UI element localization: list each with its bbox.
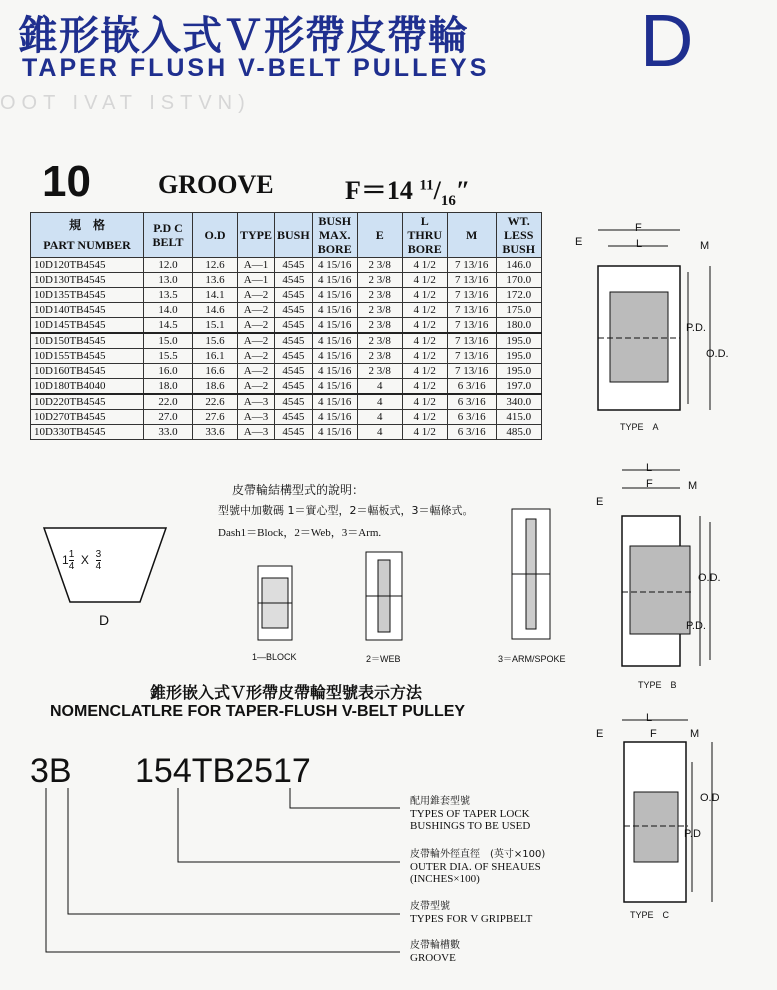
- cell-part: 10D130TB4545: [31, 273, 144, 288]
- code-diameter-bushing: 154TB2517: [135, 752, 311, 790]
- cell-m: 7 13/16: [447, 273, 496, 288]
- cell-bush: 4545: [275, 425, 313, 440]
- cell-type: A—2: [238, 303, 275, 318]
- cell-bore: 4 15/16: [312, 318, 357, 334]
- leader-diameter: [178, 788, 400, 862]
- cell-wt: 170.0: [496, 273, 541, 288]
- col-od: O.D: [193, 213, 238, 258]
- cell-e: 4: [357, 379, 402, 395]
- leader-belt-type: [68, 788, 400, 914]
- spec-table-body: [31, 258, 542, 440]
- cell-bush: 4545: [275, 303, 313, 318]
- cell-pd: 12.0: [144, 258, 193, 273]
- cell-m: 7 13/16: [447, 288, 496, 303]
- type-a-dim-l: L: [636, 238, 643, 250]
- cell-pd: 16.0: [144, 364, 193, 379]
- formula-numerator: 11: [419, 177, 434, 194]
- table-row: [31, 349, 542, 364]
- cell-bore: 4 15/16: [312, 258, 357, 273]
- table-header-row: [31, 213, 542, 258]
- cell-m: 7 13/16: [447, 318, 496, 334]
- web-pulley-diagram: [362, 548, 406, 644]
- cell-l: 4 1/2: [402, 410, 447, 425]
- cell-wt: 172.0: [496, 288, 541, 303]
- cell-od: 15.6: [193, 333, 238, 349]
- cell-l: 4 1/2: [402, 273, 447, 288]
- table-row: [31, 379, 542, 395]
- groove-count: 10: [42, 157, 91, 206]
- cell-pd: 14.5: [144, 318, 193, 334]
- type-b-dim-od: O.D.: [698, 572, 721, 584]
- cell-type: A—2: [238, 318, 275, 334]
- cell-od: 22.6: [193, 394, 238, 410]
- type-c-hub: [634, 792, 678, 862]
- belt-width-int: 1: [62, 553, 69, 568]
- cell-bore: 4 15/16: [312, 364, 357, 379]
- cell-part: 10D270TB4545: [31, 410, 144, 425]
- cell-od: 18.6: [193, 379, 238, 395]
- table-row: [31, 303, 542, 318]
- cell-l: 4 1/2: [402, 349, 447, 364]
- col-type: TYPE: [238, 213, 275, 258]
- type-a-diagram: [580, 222, 730, 422]
- cell-l: 4 1/2: [402, 379, 447, 395]
- type-c-dim-pd: P.D: [684, 828, 701, 840]
- table-row: [31, 394, 542, 410]
- label-groove-en: GROOVE: [410, 952, 456, 964]
- cell-e: 2 3/8: [357, 273, 402, 288]
- col-bush: BUSH: [275, 213, 313, 258]
- cell-type: A—2: [238, 288, 275, 303]
- label-belt-type-en: TYPES FOR V GRIPBELT: [410, 913, 533, 925]
- table-row: [31, 258, 542, 273]
- cell-bore: 4 15/16: [312, 410, 357, 425]
- type-b-hub: [630, 546, 690, 634]
- cell-l: 4 1/2: [402, 288, 447, 303]
- cell-type: A—2: [238, 379, 275, 395]
- type-a-label: TYPE A: [620, 422, 659, 432]
- cell-od: 14.1: [193, 288, 238, 303]
- cell-part: 10D120TB4545: [31, 258, 144, 273]
- cell-bore: 4 15/16: [312, 425, 357, 440]
- table-row: [31, 410, 542, 425]
- cell-e: 2 3/8: [357, 303, 402, 318]
- type-a-dim-f: F: [635, 222, 642, 234]
- type-c-dim-l: L: [646, 712, 653, 724]
- cell-m: 7 13/16: [447, 364, 496, 379]
- nomenclature-leader-lines: [0, 780, 420, 960]
- cell-type: A—2: [238, 333, 275, 349]
- cell-bore: 4 15/16: [312, 333, 357, 349]
- belt-times: X: [80, 553, 89, 568]
- block-label: 1—BLOCK: [252, 652, 297, 662]
- cell-m: 7 13/16: [447, 333, 496, 349]
- type-b-dim-m: M: [688, 480, 698, 492]
- cell-wt: 195.0: [496, 364, 541, 379]
- type-c-diagram: [600, 712, 750, 912]
- type-a-dim-od: O.D.: [706, 348, 729, 360]
- table-row: [31, 273, 542, 288]
- label-groove: [410, 940, 460, 964]
- cell-m: 6 3/16: [447, 394, 496, 410]
- code-groove-belt: 3B: [30, 752, 72, 790]
- label-diameter-cn: 皮帶輪外徑直徑 (英寸×100): [410, 849, 546, 860]
- col-bush-max-bore: BUSH MAX. BORE: [312, 213, 357, 258]
- cell-type: A—3: [238, 394, 275, 410]
- col-e: E: [357, 213, 402, 258]
- arm-pulley-diagram: [508, 505, 554, 643]
- cell-e: 2 3/8: [357, 349, 402, 364]
- cell-pd: 33.0: [144, 425, 193, 440]
- belt-dimension: [62, 549, 101, 573]
- cell-bore: 4 15/16: [312, 394, 357, 410]
- belt-width-den: 4: [68, 561, 75, 572]
- leader-bushing: [290, 788, 400, 808]
- type-a-hub: [610, 292, 668, 382]
- cell-wt: 146.0: [496, 258, 541, 273]
- cell-part: 10D220TB4545: [31, 394, 144, 410]
- type-b-dim-l: L: [646, 462, 653, 474]
- cell-bore: 4 15/16: [312, 303, 357, 318]
- cell-pd: 22.0: [144, 394, 193, 410]
- cell-part: 10D145TB4545: [31, 318, 144, 334]
- col-part-number: [31, 213, 144, 258]
- cell-bore: 4 15/16: [312, 273, 357, 288]
- cell-pd: 18.0: [144, 379, 193, 395]
- cell-bush: 4545: [275, 379, 313, 395]
- web-label: 2＝WEB: [366, 654, 401, 664]
- type-b-label: TYPE B: [638, 680, 677, 690]
- cell-od: 14.6: [193, 303, 238, 318]
- cell-pd: 14.0: [144, 303, 193, 318]
- label-bushing-en1: TYPES OF TAPER LOCK: [410, 808, 530, 820]
- structure-note-cn-detail: 型號中加數碼 1＝實心型，2＝輻板式，3＝輻條式。: [218, 504, 474, 517]
- cell-bush: 4545: [275, 364, 313, 379]
- nomenclature-title-en: NOMENCLATLRE FOR TAPER-FLUSH V-BELT PULLEY: [50, 703, 466, 720]
- cell-m: 7 13/16: [447, 349, 496, 364]
- structure-note-cn: 皮帶輪結構型式的說明：: [232, 483, 365, 497]
- page-title-english: TAPER FLUSH V-BELT PULLEYS: [22, 54, 490, 82]
- cell-type: A—1: [238, 258, 275, 273]
- cell-bore: 4 15/16: [312, 349, 357, 364]
- cell-l: 4 1/2: [402, 318, 447, 334]
- cell-wt: 175.0: [496, 303, 541, 318]
- leader-groove: [46, 788, 400, 952]
- type-b-dim-pd: P.D.: [686, 620, 706, 632]
- section-letter: D: [640, 0, 694, 82]
- cell-wt: 197.0: [496, 379, 541, 395]
- cell-e: 2 3/8: [357, 364, 402, 379]
- type-c-dim-e: E: [596, 728, 604, 740]
- cell-e: 2 3/8: [357, 333, 402, 349]
- structure-note-en: Dash1＝Block，2＝Web，3＝Arm.: [218, 527, 382, 539]
- cell-m: 6 3/16: [447, 379, 496, 395]
- cell-bush: 4545: [275, 318, 313, 334]
- cell-bush: 4545: [275, 394, 313, 410]
- label-belt-type: [410, 901, 532, 925]
- cell-part: 10D330TB4545: [31, 425, 144, 440]
- col-pd: P.D C BELT: [144, 213, 193, 258]
- table-row: [31, 318, 542, 334]
- cell-pd: 27.0: [144, 410, 193, 425]
- cell-od: 12.6: [193, 258, 238, 273]
- type-c-label: TYPE C: [630, 910, 670, 920]
- cell-pd: 15.5: [144, 349, 193, 364]
- cell-type: A—3: [238, 410, 275, 425]
- cell-wt: 415.0: [496, 410, 541, 425]
- table-row: [31, 425, 542, 440]
- cell-e: 4: [357, 410, 402, 425]
- cell-part: 10D160TB4545: [31, 364, 144, 379]
- belt-section-label: D: [99, 612, 110, 628]
- cell-bush: 4545: [275, 349, 313, 364]
- cell-m: 7 13/16: [447, 258, 496, 273]
- belt-width-num: 1: [68, 549, 75, 560]
- col-part-en: PART NUMBER: [43, 238, 131, 252]
- cell-type: A—2: [238, 364, 275, 379]
- cell-type: A—1: [238, 273, 275, 288]
- cell-part: 10D150TB4545: [31, 333, 144, 349]
- label-diameter: [410, 849, 545, 885]
- type-c-dim-f: F: [650, 728, 657, 740]
- cell-l: 4 1/2: [402, 364, 447, 379]
- cell-e: 2 3/8: [357, 318, 402, 334]
- label-bushing: [410, 796, 530, 832]
- cell-wt: 180.0: [496, 318, 541, 334]
- cell-pd: 13.5: [144, 288, 193, 303]
- bleed-through-text: OOT IVAT ISTVN): [0, 92, 251, 114]
- type-a-dim-pd: P.D.: [686, 322, 706, 334]
- groove-label: GROOVE: [158, 170, 274, 199]
- cell-m: 6 3/16: [447, 410, 496, 425]
- nomenclature-title-cn: 錐形嵌入式Ｖ形帶皮帶輪型號表示方法: [150, 683, 423, 702]
- cell-od: 33.6: [193, 425, 238, 440]
- cell-od: 16.1: [193, 349, 238, 364]
- cell-m: 6 3/16: [447, 425, 496, 440]
- type-a-dim-m: M: [700, 240, 710, 252]
- table-row: [31, 364, 542, 379]
- type-b-diagram: [600, 462, 750, 672]
- cell-od: 16.6: [193, 364, 238, 379]
- cell-e: 4: [357, 425, 402, 440]
- label-bushing-en2: BUSHINGS TO BE USED: [410, 820, 531, 832]
- cell-od: 15.1: [193, 318, 238, 334]
- cell-m: 7 13/16: [447, 303, 496, 318]
- formula-prefix: F＝14: [345, 176, 413, 205]
- cell-pd: 15.0: [144, 333, 193, 349]
- face-width-formula: F＝14 $^{11}/_{16}''$: [345, 176, 471, 210]
- cell-l: 4 1/2: [402, 333, 447, 349]
- label-belt-type-cn: 皮帶型號: [410, 901, 450, 912]
- type-b-dim-f: F: [646, 478, 653, 490]
- page-title-chinese: 錐形嵌入式Ｖ形帶皮帶輪: [18, 13, 469, 59]
- col-l-thru-bore: L THRU BORE: [402, 213, 447, 258]
- label-bushing-cn: 配用錐套型號: [410, 796, 470, 807]
- type-b-dim-e: E: [596, 496, 604, 508]
- type-c-dim-od: O.D: [700, 792, 720, 804]
- cell-part: 10D140TB4545: [31, 303, 144, 318]
- cell-bush: 4545: [275, 410, 313, 425]
- cell-od: 27.6: [193, 410, 238, 425]
- cell-bush: 4545: [275, 258, 313, 273]
- cell-pd: 13.0: [144, 273, 193, 288]
- type-c-dim-m: M: [690, 728, 700, 740]
- col-m: M: [447, 213, 496, 258]
- cell-bore: 4 15/16: [312, 379, 357, 395]
- cell-part: 10D180TB4040: [31, 379, 144, 395]
- cell-bush: 4545: [275, 333, 313, 349]
- label-diameter-en1: OUTER DIA. OF SHEAUES: [410, 861, 541, 873]
- cell-bush: 4545: [275, 288, 313, 303]
- cell-od: 13.6: [193, 273, 238, 288]
- cell-e: 2 3/8: [357, 288, 402, 303]
- cell-e: 4: [357, 394, 402, 410]
- cell-bush: 4545: [275, 273, 313, 288]
- label-groove-cn: 皮帶輪槽數: [410, 940, 460, 951]
- col-part-cn: 規 格: [68, 218, 105, 232]
- belt-height-num: 3: [95, 549, 102, 560]
- cell-type: A—2: [238, 349, 275, 364]
- cell-wt: 195.0: [496, 349, 541, 364]
- belt-height-den: 4: [95, 561, 102, 572]
- cell-wt: 485.0: [496, 425, 541, 440]
- table-row: [31, 333, 542, 349]
- cell-e: 2 3/8: [357, 258, 402, 273]
- formula-suffix: ″: [455, 176, 471, 205]
- cell-l: 4 1/2: [402, 258, 447, 273]
- block-pulley-diagram: [250, 560, 300, 646]
- label-diameter-en2: (INCHES×100): [410, 873, 480, 885]
- cell-wt: 195.0: [496, 333, 541, 349]
- belt-section-diagram: [40, 522, 170, 612]
- cell-type: A—3: [238, 425, 275, 440]
- arm-label: 3＝ARM/SPOKE: [498, 654, 566, 664]
- type-a-dim-e: E: [575, 236, 583, 248]
- cell-wt: 340.0: [496, 394, 541, 410]
- cell-part: 10D155TB4545: [31, 349, 144, 364]
- cell-l: 4 1/2: [402, 303, 447, 318]
- cell-l: 4 1/2: [402, 425, 447, 440]
- cell-part: 10D135TB4545: [31, 288, 144, 303]
- table-row: [31, 288, 542, 303]
- col-weight: WT. LESS BUSH: [496, 213, 541, 258]
- cell-l: 4 1/2: [402, 394, 447, 410]
- spec-table: [30, 212, 542, 440]
- formula-denominator: 16: [440, 193, 456, 210]
- cell-bore: 4 15/16: [312, 288, 357, 303]
